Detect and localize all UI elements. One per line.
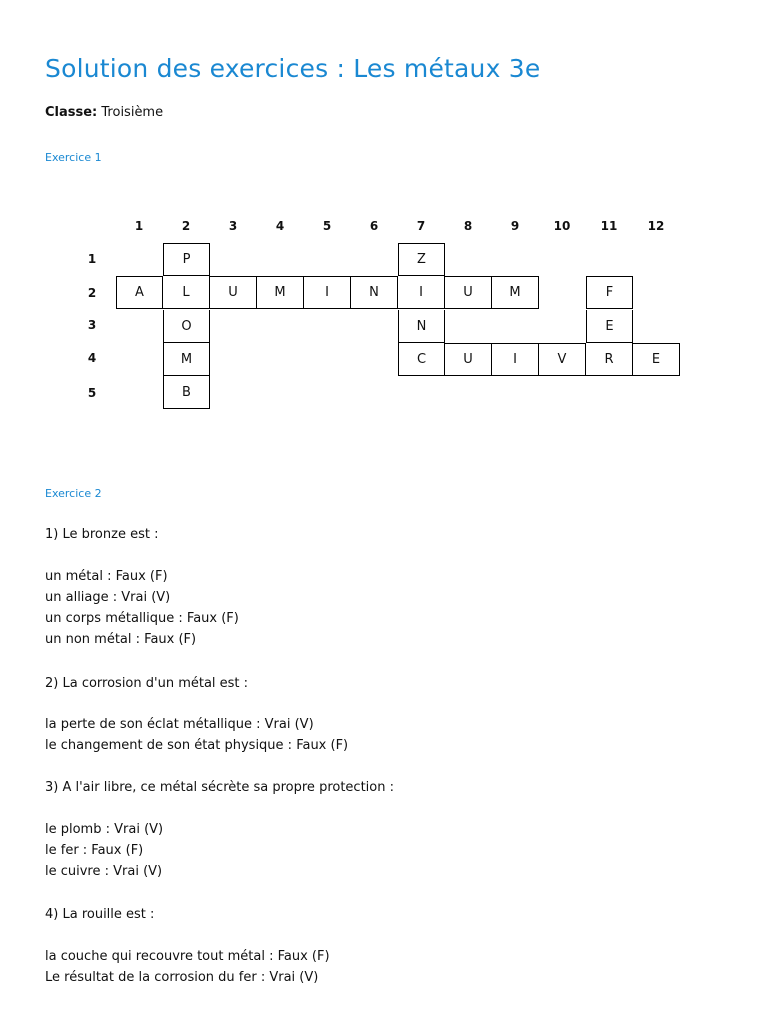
- question-line: 1) Le bronze est :: [45, 527, 159, 542]
- crossword-cell: M: [257, 276, 304, 309]
- answer-line: le plomb : Vrai (V): [45, 822, 164, 837]
- crossword-cell: N: [351, 276, 398, 309]
- exercice-2-heading: Exercice 2: [45, 487, 102, 500]
- page-title: Solution des exercices : Les métaux 3e: [45, 54, 541, 83]
- answer-line: Le résultat de la corrosion du fer : Vrai (V): [45, 970, 319, 985]
- crossword-cell: N: [398, 310, 445, 343]
- column-number: 2: [181, 219, 191, 233]
- answer-line: la perte de son éclat métallique : Vrai (V): [45, 717, 314, 732]
- exercice-1-heading: Exercice 1: [45, 151, 102, 164]
- answer-line: le cuivre : Vrai (V): [45, 864, 163, 879]
- crossword-cell: M: [163, 343, 210, 376]
- crossword-cell: P: [163, 243, 210, 276]
- column-number: 1: [134, 219, 144, 233]
- crossword-cell: F: [586, 276, 633, 309]
- classe-value: Troisième: [97, 105, 164, 120]
- crossword-grid: [0, 0, 768, 430]
- crossword-cell: R: [586, 343, 633, 376]
- crossword-cell: E: [586, 310, 633, 343]
- crossword-cell: M: [492, 276, 539, 309]
- question-line: 3) A l'air libre, ce métal sécrète sa propre protection :: [45, 780, 394, 795]
- column-number: 11: [600, 219, 618, 233]
- answer-line: un non métal : Faux (F): [45, 632, 197, 647]
- crossword-cell: E: [633, 343, 680, 376]
- row-number: 5: [87, 386, 97, 400]
- row-number: 1: [87, 252, 97, 266]
- crossword-cell: U: [210, 276, 257, 309]
- answer-line: la couche qui recouvre tout métal : Faux (F): [45, 949, 330, 964]
- crossword-cell: B: [163, 376, 210, 409]
- column-number: 7: [416, 219, 426, 233]
- crossword-cell: L: [163, 276, 210, 309]
- row-number: 3: [87, 318, 97, 332]
- answer-line: un alliage : Vrai (V): [45, 590, 171, 605]
- crossword-cell: I: [492, 343, 539, 376]
- column-number: 5: [322, 219, 332, 233]
- crossword-cell: Z: [398, 243, 445, 276]
- column-number: 10: [553, 219, 571, 233]
- column-number: 6: [369, 219, 379, 233]
- classe-label: Classe:: [45, 105, 98, 120]
- row-number: 4: [87, 351, 97, 365]
- crossword-cell: O: [163, 310, 210, 343]
- crossword-cell: A: [116, 276, 163, 309]
- column-number: 8: [463, 219, 473, 233]
- crossword-cell: U: [445, 276, 492, 309]
- row-number: 2: [87, 286, 97, 300]
- answer-line: un corps métallique : Faux (F): [45, 611, 239, 626]
- question-line: 2) La corrosion d'un métal est :: [45, 676, 249, 691]
- answer-line: le fer : Faux (F): [45, 843, 144, 858]
- crossword-cell: I: [398, 276, 445, 309]
- crossword-cell: C: [398, 343, 445, 376]
- answer-line: un métal : Faux (F): [45, 569, 168, 584]
- crossword-cell: I: [304, 276, 351, 309]
- crossword-cell: U: [445, 343, 492, 376]
- column-number: 4: [275, 219, 285, 233]
- column-number: 9: [510, 219, 520, 233]
- column-number: 12: [647, 219, 665, 233]
- answer-line: le changement de son état physique : Faux (F): [45, 738, 349, 753]
- question-line: 4) La rouille est :: [45, 907, 155, 922]
- column-number: 3: [228, 219, 238, 233]
- crossword-cell: V: [539, 343, 586, 376]
